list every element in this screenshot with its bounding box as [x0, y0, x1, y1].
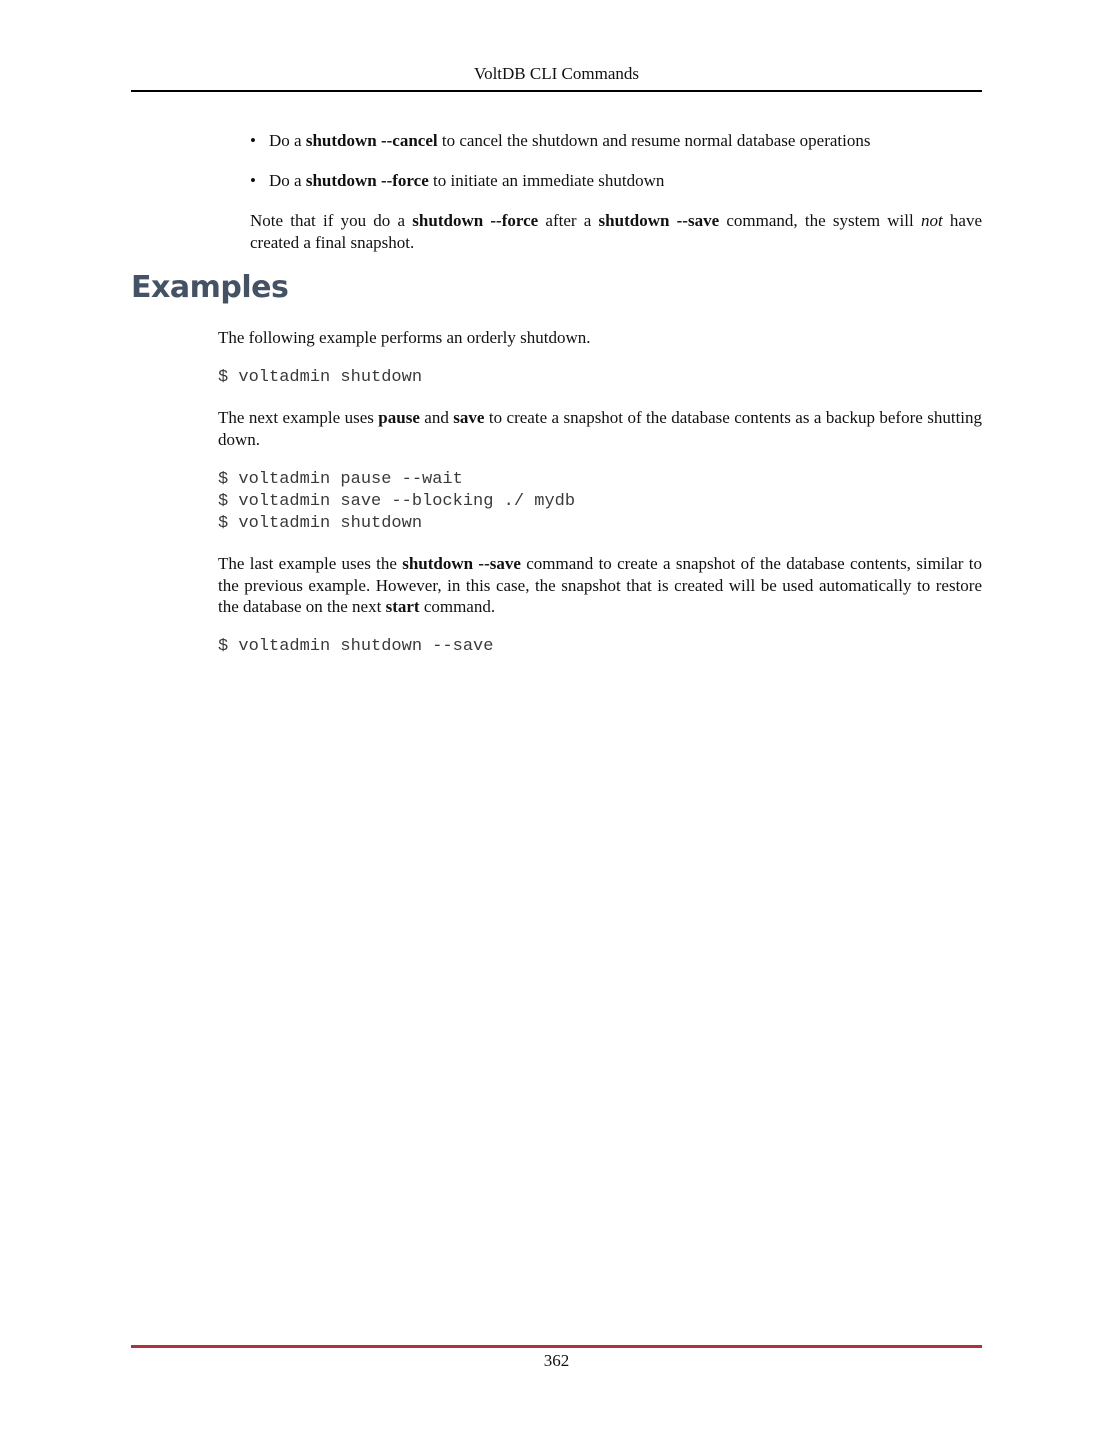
bullet-marker: •: [250, 171, 256, 190]
examples-heading: Examples: [131, 270, 289, 305]
bullet-command: shutdown --cancel: [305, 131, 438, 150]
footer-rule: [131, 1345, 982, 1348]
example-save-paragraph: [218, 553, 982, 618]
para-text: The next example uses: [218, 408, 379, 427]
page-number: 362: [543, 1351, 570, 1370]
bullet-item-cancel: [250, 130, 982, 152]
para-text: command.: [419, 597, 496, 616]
code-line: $ voltadmin save --blocking ./ mydb: [218, 492, 576, 511]
command-pause: pause: [378, 408, 420, 427]
header-rule: [131, 90, 982, 92]
para-text: to create a snapshot of the database contents as a backup before shutting down.: [218, 408, 983, 449]
note-emphasis: not: [920, 211, 943, 230]
note-text: have created a final snapshot.: [250, 211, 982, 252]
bullet-item-force: [250, 170, 982, 192]
code-line: $ voltadmin pause --wait: [218, 470, 463, 489]
code-line: $ voltadmin shutdown: [218, 514, 423, 533]
bullet-command: shutdown --force: [305, 171, 429, 190]
bullet-prefix: Do a: [269, 131, 306, 150]
command-start: start: [385, 597, 420, 616]
para-text: and: [419, 408, 454, 427]
note-text: Note that if you do a: [250, 211, 413, 230]
example-backup-paragraph: [218, 407, 982, 450]
bullet-suffix: to initiate an immediate shutdown: [428, 171, 665, 190]
note-paragraph: [250, 210, 982, 253]
code-block-backup: [218, 469, 575, 535]
command-save: save: [453, 408, 485, 427]
running-header: VoltDB CLI Commands: [474, 64, 639, 83]
options-bullet-list: [250, 130, 982, 210]
bullet-prefix: Do a: [269, 171, 306, 190]
command-shutdown-save: shutdown --save: [402, 554, 521, 573]
para-text: The last example uses the: [218, 554, 403, 573]
bullet-marker: •: [250, 131, 256, 150]
note-command-save: shutdown --save: [598, 211, 720, 230]
para-text: command to create a snapshot of the database contents, similar to the previous example. However, in this case, the snapshot that is created will be used automatically to restore the database on the next: [218, 554, 982, 616]
code-block-shutdown-save: $ voltadmin shutdown --save: [218, 637, 494, 656]
bullet-suffix: to cancel the shutdown and resume normal database operations: [437, 131, 871, 150]
note-text: command, the system will: [719, 211, 921, 230]
code-block-shutdown: $ voltadmin shutdown: [218, 368, 423, 387]
example-intro-paragraph: The following example performs an orderly shutdown.: [218, 328, 591, 347]
note-text: after a: [538, 211, 599, 230]
note-command-force: shutdown --force: [412, 211, 539, 230]
